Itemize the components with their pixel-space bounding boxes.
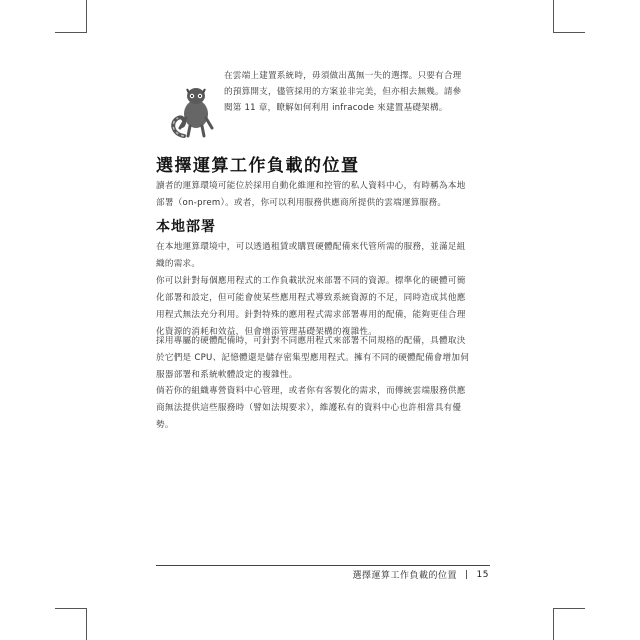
page-number: 15 [476,569,489,580]
page-footer [352,568,489,581]
paragraph: 在本地運算環境中，可以透過租賃或購買硬體配備來代管所需的服務，並滿足組 織的需求。 [156,242,466,269]
crop-mark [86,0,87,32]
paragraph: 你可以針對每個應用程式的工作負載狀況來部署不同的資源。標準化的硬體可簡 化部署和設定，但可能會使某些應用程式導致系統資源的不足，同時造成其他應 用程式無法充分利用。針對特殊的應用程式需求部署專用的配備，能夠更佳合理 化資源的消耗和效益，但會增添管理基礎架構的複雜性。 [156,276,466,337]
crop-mark [553,0,554,32]
crop-mark [553,608,585,609]
footer-divider [156,565,490,566]
crop-mark [55,32,87,33]
crop-mark [55,608,87,609]
crop-mark [553,32,585,33]
paragraph: 倘若你的組織專營資料中心管理，或者你有客製化的需求，而傳統雲端服務供應 商無法提供這些服務時（譬如法規要求），維護私有的資料中心也許相當具有優 勢。 [156,386,466,430]
lemur-icon [170,84,216,138]
tip-text: 在雲端上建置系統時，毋須做出萬無一失的選擇。只要有合理 的預算開支，儘管採用的方案並非完美，但亦相去無幾。請參 閱第 11 章，瞭解如何利用 infracode 來建置基礎架構。 [224,71,462,113]
subsection-title: 本地部署 [156,219,216,235]
crop-mark [553,608,554,640]
running-title: 選擇運算工作負載的位置 [352,571,457,581]
tip-note [170,68,498,138]
section-title: 選擇運算工作負載的位置 [156,156,360,176]
footer-separator: | [465,569,469,580]
paragraph: 採用專屬的硬體配備時，可針對不同應用程式來部署不同規格的配備，具體取決 於它們是 CPU、記憶體還是儲存密集型應用程式。擁有不同的硬體配備會增加伺 服器部署和系統軟體設定的複雜性。 [156,336,470,380]
crop-mark [86,608,87,640]
intro-paragraph: 讀者的運算環境可能位於採用自動化維運和控管的私人資料中心，有時稱為本地 部署（on-prem）。或者，你可以利用服務供應商所提供的雲端運算服務。 [156,181,466,208]
